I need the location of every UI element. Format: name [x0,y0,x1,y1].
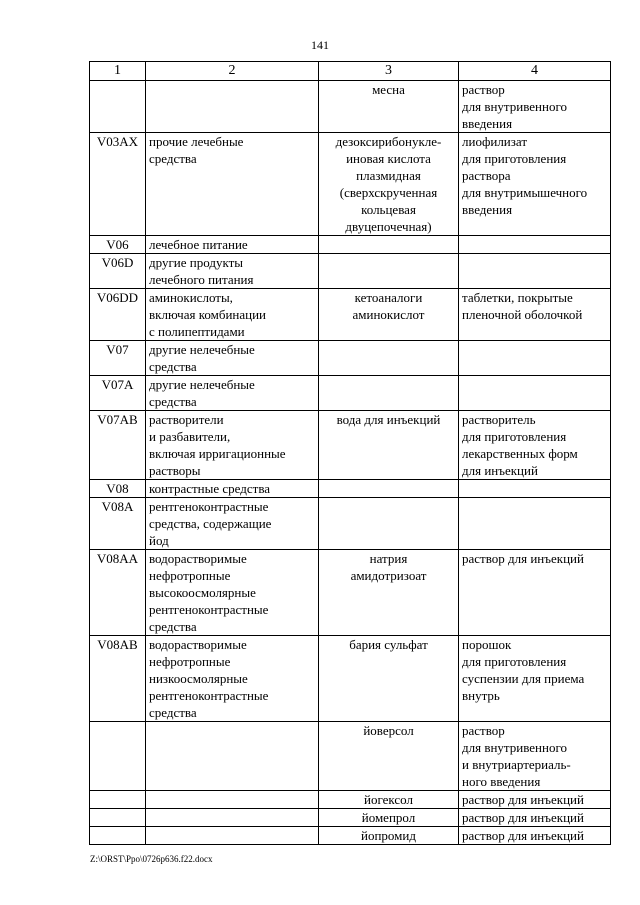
group-name-cell: лечебное питание [146,236,319,254]
drug-classification-table [89,61,611,845]
table-body [90,81,611,845]
table-row [90,289,611,341]
atc-code-cell: V08A [90,498,146,550]
group-name-cell [146,81,319,133]
dosage-form-cell: раствор для инъекций [459,827,611,845]
dosage-form-cell: лиофилизат для приготовления раствора для внутримышечного введения [459,133,611,236]
column-header-4: 4 [459,62,611,81]
table-row [90,636,611,722]
group-name-cell: аминокислоты, включая комбинации с полипептидами [146,289,319,341]
dosage-form-cell [459,236,611,254]
atc-code-cell: V08 [90,480,146,498]
drug-name-cell: бария сульфат [319,636,459,722]
table-row [90,550,611,636]
drug-name-cell [319,376,459,411]
dosage-form-cell: раствор для инъекций [459,550,611,636]
drug-name-cell: йоверсол [319,722,459,791]
atc-code-cell: V06D [90,254,146,289]
drug-name-cell: йогексол [319,791,459,809]
table-row [90,236,611,254]
table-row [90,81,611,133]
dosage-form-cell: таблетки, покрытые пленочной оболочкой [459,289,611,341]
group-name-cell: водорастворимые нефротропные низкоосмолярные рентгеноконтрастные средства [146,636,319,722]
group-name-cell [146,791,319,809]
atc-code-cell [90,791,146,809]
drug-name-cell [319,341,459,376]
table-header-row [90,62,611,81]
table-row [90,376,611,411]
atc-code-cell [90,809,146,827]
table-row [90,809,611,827]
drug-name-cell [319,498,459,550]
table-row [90,480,611,498]
table-row [90,254,611,289]
drug-name-cell: натрия амидотризоат [319,550,459,636]
drug-name-cell [319,236,459,254]
atc-code-cell: V06 [90,236,146,254]
table-row [90,827,611,845]
dosage-form-cell [459,480,611,498]
atc-code-cell [90,722,146,791]
group-name-cell: рентгеноконтрастные средства, содержащие йод [146,498,319,550]
atc-code-cell [90,81,146,133]
drug-name-cell [319,254,459,289]
dosage-form-cell: растворитель для приготовления лекарственных форм для инъекций [459,411,611,480]
group-name-cell: другие продукты лечебного питания [146,254,319,289]
group-name-cell: прочие лечебные средства [146,133,319,236]
drug-name-cell: вода для инъекций [319,411,459,480]
table-row [90,722,611,791]
table-row [90,341,611,376]
column-header-3: 3 [319,62,459,81]
atc-code-cell: V08AA [90,550,146,636]
drug-name-cell: йомепрол [319,809,459,827]
dosage-form-cell: раствор для внутривенного введения [459,81,611,133]
atc-code-cell [90,827,146,845]
group-name-cell [146,827,319,845]
dosage-form-cell [459,376,611,411]
group-name-cell: растворители и разбавители, включая ирригационные растворы [146,411,319,480]
dosage-form-cell: раствор для инъекций [459,791,611,809]
atc-code-cell: V07 [90,341,146,376]
table-row [90,133,611,236]
drug-name-cell: кетоаналоги аминокислот [319,289,459,341]
drug-name-cell: дезоксирибонукле- иновая кислота плазмидная (сверхскрученная кольцевая двуцепочечная) [319,133,459,236]
dosage-form-cell [459,341,611,376]
column-header-1: 1 [90,62,146,81]
dosage-form-cell [459,254,611,289]
table-row [90,498,611,550]
atc-code-cell: V07A [90,376,146,411]
group-name-cell [146,809,319,827]
dosage-form-cell [459,498,611,550]
atc-code-cell: V03AX [90,133,146,236]
group-name-cell: водорастворимые нефротропные высокоосмолярные рентгеноконтрастные средства [146,550,319,636]
atc-code-cell: V08AB [90,636,146,722]
group-name-cell: другие нелечебные средства [146,341,319,376]
drug-name-cell: месна [319,81,459,133]
table-row [90,791,611,809]
drug-name-cell: йопромид [319,827,459,845]
atc-code-cell: V06DD [90,289,146,341]
dosage-form-cell: раствор для инъекций [459,809,611,827]
column-header-2: 2 [146,62,319,81]
group-name-cell: другие нелечебные средства [146,376,319,411]
page-number: 141 [311,38,329,52]
dosage-form-cell: раствор для внутривенного и внутриартериаль- ного введения [459,722,611,791]
group-name-cell: контрастные средства [146,480,319,498]
atc-code-cell: V07AB [90,411,146,480]
table-row [90,411,611,480]
group-name-cell [146,722,319,791]
dosage-form-cell: порошок для приготовления суспензии для приема внутрь [459,636,611,722]
drug-name-cell [319,480,459,498]
file-path-footer: Z:\ORST\Ppo\0726p636.f22.docx [90,854,213,864]
